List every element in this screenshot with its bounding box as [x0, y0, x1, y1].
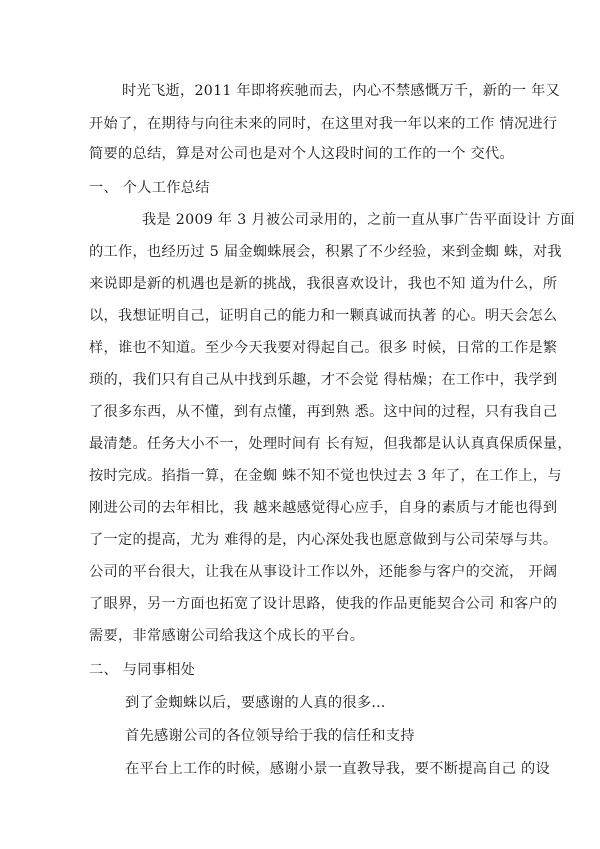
paragraph-2-line-11: 了一定的提高，尤为 难得的是，内心深处我也愿意做到与公司荣辱与共。	[89, 532, 558, 548]
paragraph-3-line-3: 在平台上工作的时候，感谢小景一直教导我，要不断提高自己 的设	[125, 761, 550, 777]
paragraph-2-line-9: 按时完成。掐指一算，在金蜘 蛛不知不觉也快过去 3 年了，在工作上，与	[89, 468, 562, 484]
paragraph-1-line-3: 简要的总结，算是对公司也是对个人这段时间的工作的一个 交代。	[89, 146, 514, 162]
paragraph-2-line-6: 琐的，我们只有自己从中找到乐趣，才不会觉 得枯燥；在工作中，我学到	[89, 372, 558, 388]
paragraph-2-line-2: 的工作，也经历过 5 届金蜘蛛展会，积累了不少经验，来到金蜘 蛛，对我	[89, 244, 562, 260]
section-heading-1: 一、 个人工作总结	[89, 180, 210, 196]
paragraph-2-line-8: 最清楚。任务大小不一，处理时间有 长有短，但我都是认认真真保质保量，	[89, 436, 572, 452]
paragraph-2-line-5: 样，谁也不知道。至少今天我要对得起自己。很多 时候，日常的工作是繁	[89, 340, 558, 356]
paragraph-1-line-1: 时光飞逝，2011 年即将疾驰而去，内心不禁感慨万千，新的一 年又	[122, 83, 561, 99]
paragraph-3-line-1: 到了金蜘蛛以后，要感谢的人真的很多…	[125, 695, 386, 711]
paragraph-2-line-13: 了眼界，另一方面也拓宽了设计思路，使我的作品更能契合公司 和客户的	[89, 596, 558, 612]
paragraph-2-line-1: 我是 2009 年 3 月被公司录用的，之前一直从事广告平面设计 方面	[142, 212, 575, 228]
paragraph-2-line-10: 刚进公司的去年相比，我 越来越感觉得心应手，自身的素质与才能也得到	[89, 500, 558, 516]
paragraph-2-line-7: 了很多东西，从不懂，到有点懂，再到熟 悉。这中间的过程，只有我自己	[89, 404, 558, 420]
paragraph-3-line-2: 首先感谢公司的各位领导给于我的信任和支持	[125, 728, 415, 744]
paragraph-2-line-4: 以，我想证明自己，证明自己的能力和一颗真诚而执著 的心。明天会怎么	[89, 308, 558, 324]
paragraph-2-line-14: 需要，非常感谢公司给我这个成长的平台。	[89, 628, 365, 644]
paragraph-1-line-2: 开始了，在期待与向往未来的同时，在这里对我一年以来的工作 情况进行	[89, 116, 558, 132]
paragraph-2-line-12: 公司的平台很大，让我在从事设计工作以外，还能参与客户的交流， 开阔	[89, 564, 558, 580]
paragraph-2-line-3: 来说即是新的机遇也是新的挑战，我很喜欢设计，我也不知 道为什么，所	[89, 276, 558, 292]
section-heading-2: 二、 与同事相处	[89, 662, 196, 678]
